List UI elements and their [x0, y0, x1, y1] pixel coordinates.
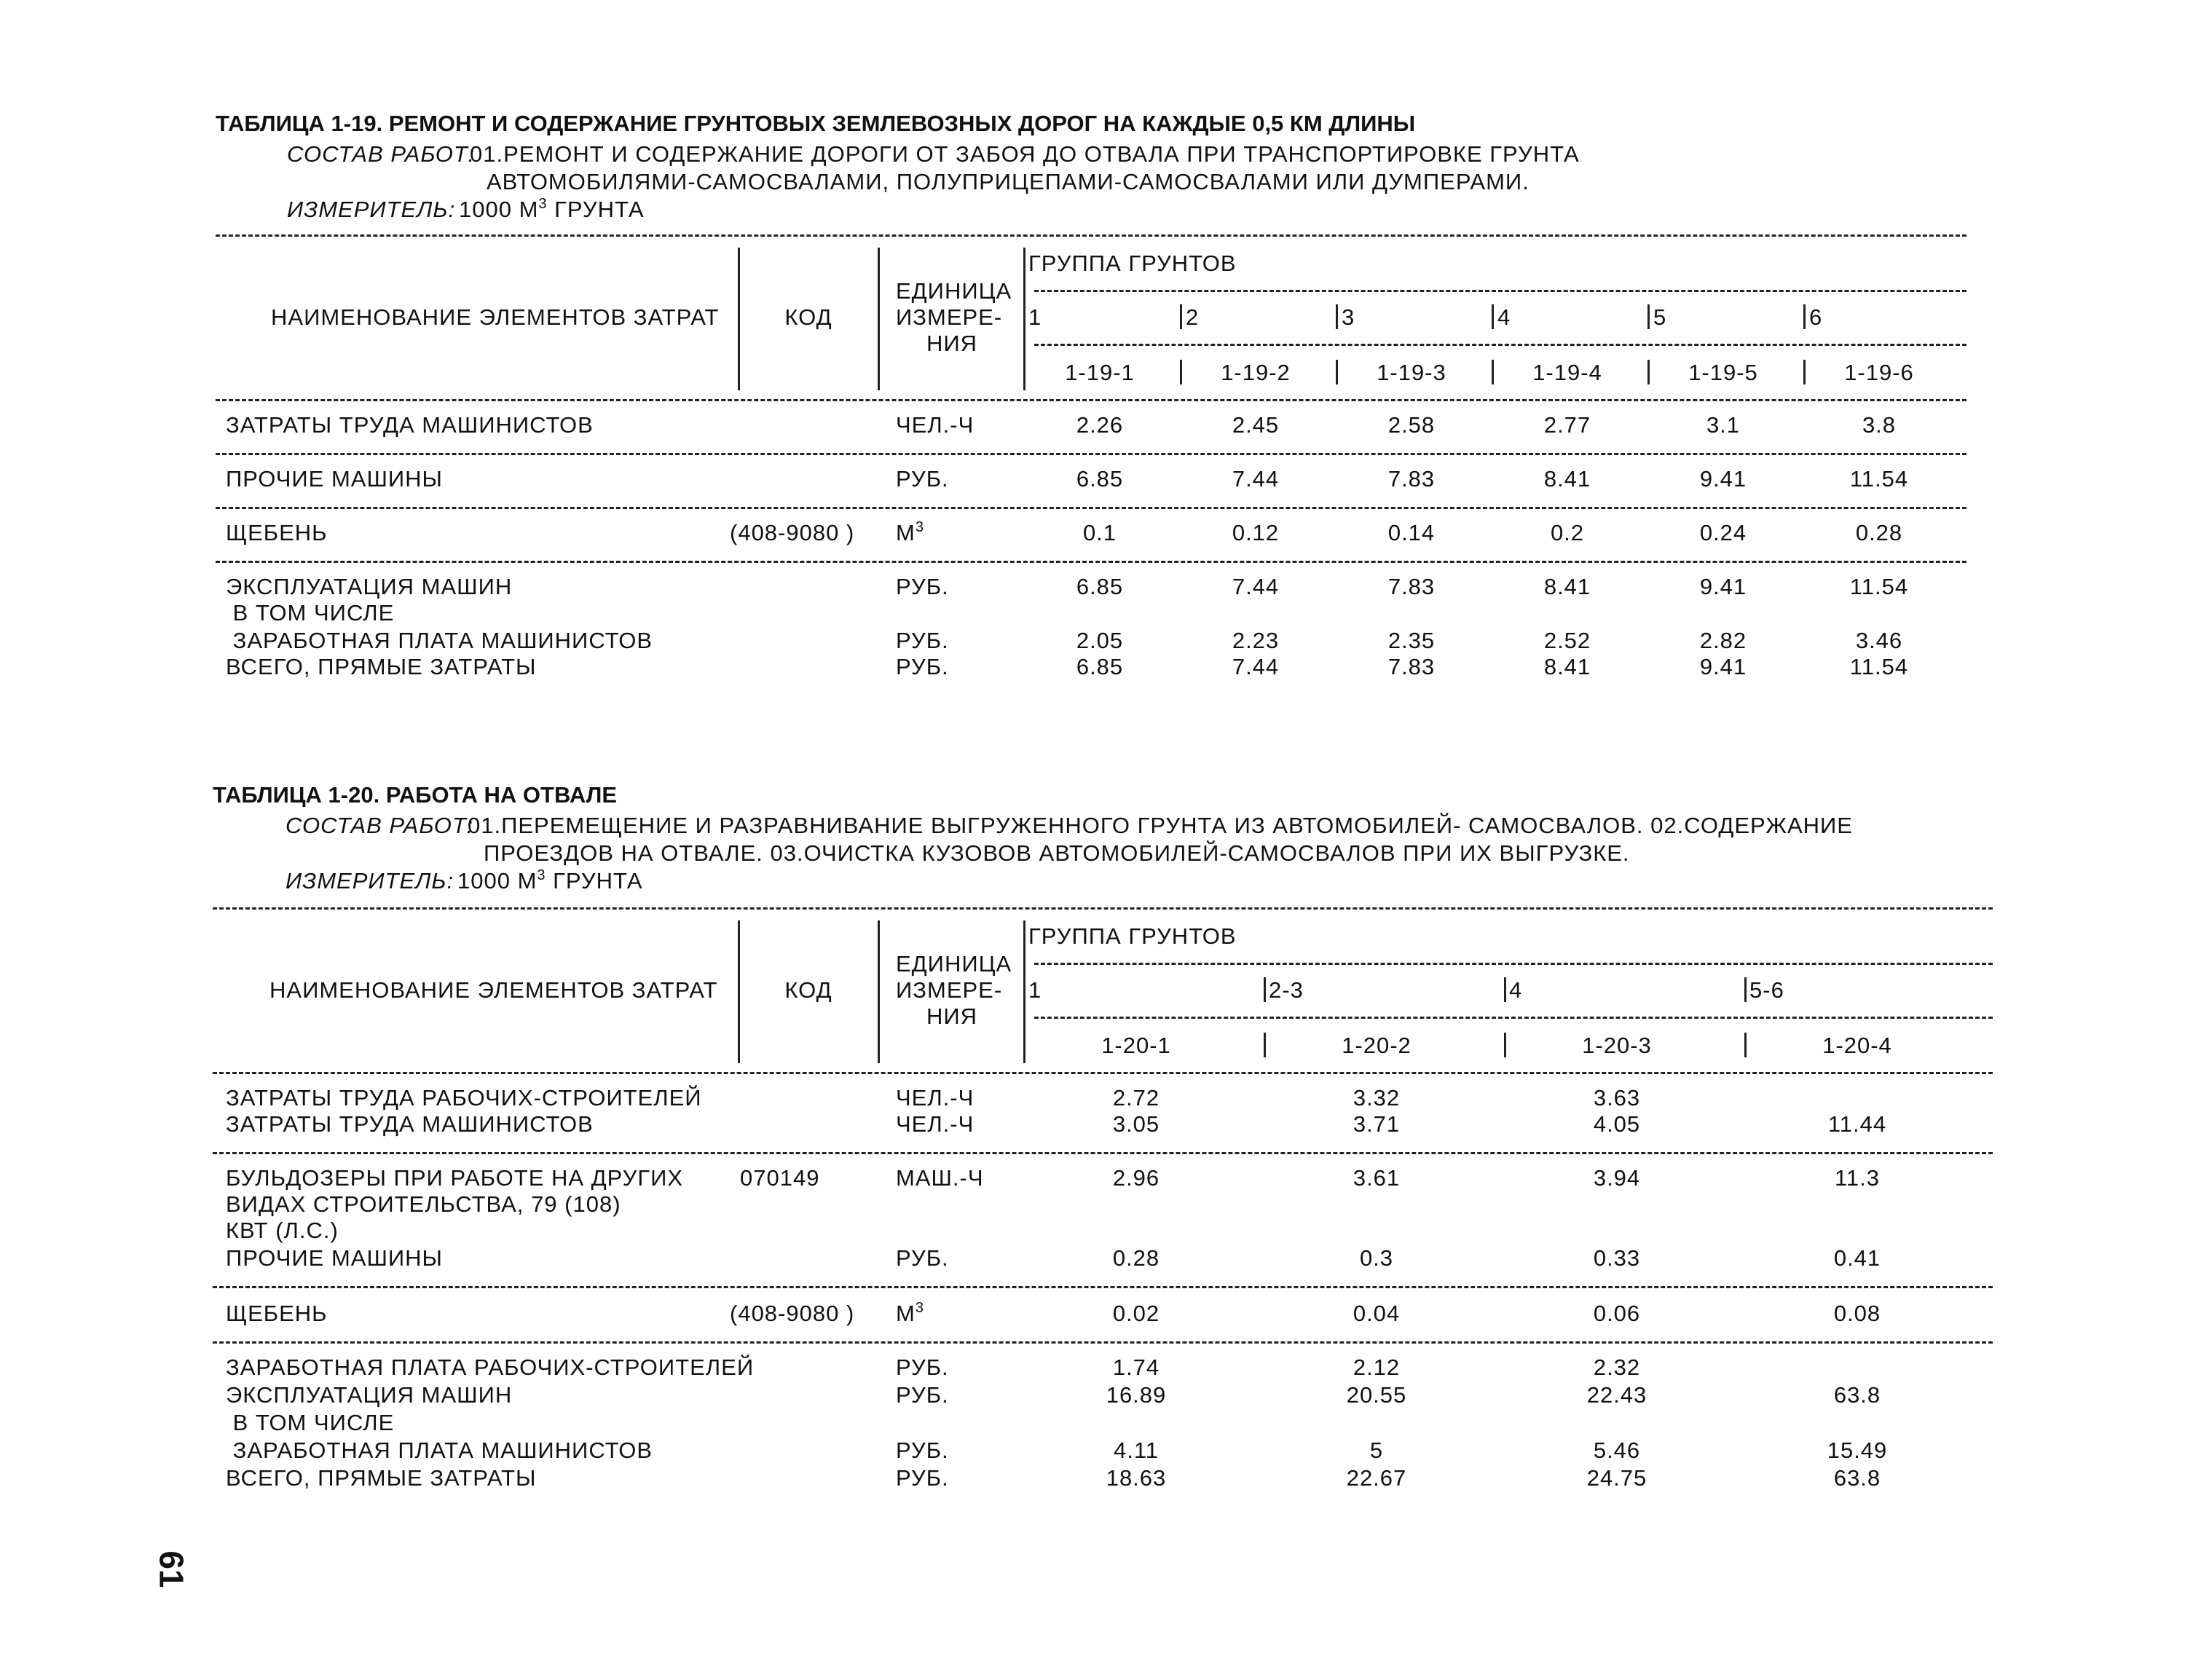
row-unit: МАШ.-Ч — [896, 1165, 984, 1191]
divider — [1034, 290, 1967, 292]
row-unit: $М^3$ — [896, 1300, 924, 1326]
group-label: 1 — [1028, 304, 1042, 330]
row-value: 1.74 — [1112, 1354, 1160, 1380]
row-value: 9.41 — [1699, 466, 1747, 492]
code-label: 1-19-6 — [1844, 360, 1914, 385]
row-value: 11.54 — [1849, 654, 1909, 679]
header-unit-2: ИЗМЕРЕ- — [896, 304, 1003, 330]
column-separator — [1744, 977, 1747, 1002]
row-unit: РУБ. — [896, 1382, 949, 1408]
row-value: 20.55 — [1346, 1382, 1407, 1408]
row-value: 2.82 — [1699, 628, 1747, 653]
row-value: 8.41 — [1543, 574, 1591, 599]
row-value: 2.96 — [1112, 1165, 1160, 1191]
divider — [216, 561, 1967, 563]
column-separator — [1492, 360, 1494, 384]
row-code: (408-9080 ) — [730, 1301, 855, 1326]
row-value: 2.52 — [1543, 628, 1591, 653]
row-value: 2.05 — [1076, 628, 1124, 653]
row-value: 0.02 — [1112, 1301, 1160, 1326]
column-separator — [878, 248, 880, 390]
group-label: 4 — [1497, 304, 1511, 330]
header-unit-3: НИЯ — [926, 1003, 978, 1029]
row-name: ЗАРАБОТНАЯ ПЛАТА РАБОЧИХ-СТРОИТЕЛЕЙ — [226, 1354, 755, 1380]
divider — [213, 1341, 1993, 1344]
row-value: 2.12 — [1353, 1354, 1401, 1380]
row-unit: ЧЕЛ.-Ч — [896, 1085, 975, 1111]
column-separator — [878, 920, 880, 1063]
row-value: 11.44 — [1827, 1111, 1887, 1137]
row-value: 3.1 — [1706, 412, 1741, 438]
row-value: 0.08 — [1833, 1301, 1881, 1326]
column-separator — [1336, 360, 1338, 384]
row-unit: ЧЕЛ.-Ч — [896, 412, 975, 438]
column-separator — [1504, 977, 1506, 1002]
table-1-20-work-line1: 01.ПЕРЕМЕЩЕНИЕ И РАЗРАВНИВАНИЕ ВЫГРУЖЕННОГО ГРУНТА ИЗ АВТОМОБИЛЕЙ- САМОСВАЛОВ. 02.СОДЕРЖАНИЕ — [468, 813, 1853, 838]
row-value: 7.44 — [1232, 654, 1280, 679]
divider — [1034, 1017, 1993, 1019]
code-label: 1-19-3 — [1377, 360, 1446, 385]
row-name: ВСЕГО, ПРЯМЫЕ ЗАТРАТЫ — [226, 1465, 537, 1491]
row-value: 3.94 — [1593, 1165, 1641, 1191]
table-1-19-work-line2: АВТОМОБИЛЯМИ-САМОСВАЛАМИ, ПОЛУПРИЦЕПАМИ-САМОСВАЛАМИ ИЛИ ДУМПЕРАМИ. — [487, 169, 1530, 194]
row-value: 0.3 — [1359, 1245, 1394, 1271]
code-label: 1-19-2 — [1221, 360, 1291, 385]
code-label: 1-19-4 — [1532, 360, 1602, 385]
row-name: ЗАТРАТЫ ТРУДА РАБОЧИХ-СТРОИТЕЛЕЙ — [226, 1085, 702, 1111]
row-value: 63.8 — [1833, 1382, 1881, 1408]
header-code: КОД — [784, 304, 832, 330]
row-value: 16.89 — [1106, 1382, 1167, 1408]
row-value: 2.26 — [1076, 412, 1124, 438]
row-value: 5 — [1369, 1438, 1384, 1463]
row-value: 24.75 — [1586, 1465, 1647, 1491]
row-value: 6.85 — [1076, 574, 1124, 599]
column-separator — [1180, 304, 1182, 329]
group-label: 4 — [1509, 977, 1523, 1003]
column-separator — [1803, 360, 1806, 384]
divider — [213, 907, 1993, 910]
group-label: 2-3 — [1269, 977, 1304, 1003]
row-value: 22.67 — [1346, 1465, 1407, 1491]
header-group: ГРУППА ГРУНТОВ — [1028, 251, 1237, 276]
row-name: ЗАРАБОТНАЯ ПЛАТА МАШИНИСТОВ — [226, 1438, 653, 1463]
divider — [1034, 963, 1993, 965]
table-1-19-work-line1: 01.РЕМОНТ И СОДЕРЖАНИЕ ДОРОГИ ОТ ЗАБОЯ ДО ОТВАЛА ПРИ ТРАНСПОРТИРОВКЕ ГРУНТА — [470, 141, 1580, 167]
row-value: 18.63 — [1106, 1465, 1167, 1491]
row-value: 2.23 — [1232, 628, 1280, 653]
row-name: КВТ (Л.С.) — [226, 1218, 339, 1243]
column-separator — [1744, 1033, 1747, 1057]
row-name: В ТОМ ЧИСЛЕ — [226, 600, 395, 626]
row-value: 3.05 — [1112, 1111, 1160, 1137]
divider — [216, 234, 1967, 237]
row-value: 8.41 — [1543, 466, 1591, 492]
row-value: 63.8 — [1833, 1465, 1881, 1491]
divider — [213, 1152, 1993, 1154]
row-unit: РУБ. — [896, 1245, 949, 1271]
row-value: 3.61 — [1353, 1165, 1401, 1191]
row-value: 7.83 — [1387, 654, 1436, 679]
column-separator — [738, 920, 740, 1063]
header-unit-3: НИЯ — [926, 331, 978, 356]
table-1-19-measure: 1000 $М^3$ ГРУНТА — [459, 196, 645, 222]
column-separator — [1264, 1033, 1266, 1057]
code-label: 1-19-5 — [1688, 360, 1758, 385]
table-1-20-work-label: СОСТАВ РАБОТ: — [286, 813, 474, 838]
row-name: ПРОЧИЕ МАШИНЫ — [226, 1245, 443, 1271]
divider — [216, 507, 1967, 509]
group-label: 6 — [1809, 304, 1823, 330]
table-1-19-work-label: СОСТАВ РАБОТ: — [287, 141, 476, 167]
column-separator — [1647, 304, 1650, 329]
row-value: 11.3 — [1834, 1165, 1881, 1191]
row-value: 11.54 — [1849, 574, 1909, 599]
group-label: 5-6 — [1749, 977, 1784, 1003]
row-value: 2.45 — [1232, 412, 1280, 438]
row-value: 8.41 — [1543, 654, 1591, 679]
table-1-20-title: ТАБЛИЦА 1-20. РАБОТА НА ОТВАЛЕ — [213, 782, 618, 808]
row-value: 0.06 — [1593, 1301, 1641, 1326]
row-value: 6.85 — [1076, 654, 1124, 679]
row-value: 3.8 — [1862, 412, 1897, 438]
row-value: 5.46 — [1593, 1438, 1641, 1463]
column-separator — [738, 248, 740, 390]
row-name: ЩЕБЕНЬ — [226, 1301, 328, 1326]
row-unit: РУБ. — [896, 466, 949, 492]
row-value: 0.41 — [1833, 1245, 1881, 1271]
row-name: ЗАТРАТЫ ТРУДА МАШИНИСТОВ — [226, 1111, 594, 1137]
row-name: ЩЕБЕНЬ — [226, 520, 328, 545]
row-value: 4.11 — [1113, 1438, 1160, 1463]
row-unit: РУБ. — [896, 1465, 949, 1491]
code-label: 1-20-1 — [1101, 1033, 1171, 1058]
row-value: 2.58 — [1387, 412, 1436, 438]
row-value: 9.41 — [1699, 654, 1747, 679]
table-1-20-measure-label: ИЗМЕРИТЕЛЬ: — [286, 868, 454, 894]
row-unit: РУБ. — [896, 1354, 949, 1380]
column-separator — [1023, 920, 1025, 1063]
row-value: 3.63 — [1593, 1085, 1641, 1111]
row-unit: РУБ. — [896, 1438, 949, 1463]
divider — [216, 453, 1967, 455]
divider — [1034, 344, 1967, 346]
header-unit-1: ЕДИНИЦА — [896, 951, 1012, 977]
row-value: 0.14 — [1387, 520, 1436, 545]
group-label: 3 — [1342, 304, 1355, 330]
row-value: 0.28 — [1112, 1245, 1160, 1271]
row-value: 3.71 — [1353, 1111, 1401, 1137]
row-code: (408-9080 ) — [730, 520, 855, 545]
row-value: 15.49 — [1827, 1438, 1888, 1463]
row-name: ВСЕГО, ПРЯМЫЕ ЗАТРАТЫ — [226, 654, 537, 679]
code-label: 1-20-3 — [1582, 1033, 1652, 1058]
column-separator — [1492, 304, 1494, 329]
row-value: 2.35 — [1387, 628, 1436, 653]
row-code: 070149 — [740, 1165, 820, 1191]
header-name: НАИМЕНОВАНИЕ ЭЛЕМЕНТОВ ЗАТРАТ — [269, 977, 718, 1003]
row-value: 22.43 — [1586, 1382, 1647, 1408]
row-value: 11.54 — [1849, 466, 1909, 492]
row-value: 0.28 — [1855, 520, 1903, 545]
row-value: 2.72 — [1112, 1085, 1160, 1111]
code-label: 1-20-2 — [1342, 1033, 1412, 1058]
code-label: 1-20-4 — [1822, 1033, 1892, 1058]
row-name: ЗАТРАТЫ ТРУДА МАШИНИСТОВ — [226, 412, 594, 438]
group-label: 1 — [1028, 977, 1042, 1003]
row-name: ЭКСПЛУАТАЦИЯ МАШИН — [226, 574, 513, 599]
column-separator — [1023, 248, 1025, 390]
row-value: 0.12 — [1232, 520, 1280, 545]
column-separator — [1803, 304, 1806, 329]
header-unit-1: ЕДИНИЦА — [896, 278, 1012, 304]
row-name: ВИДАХ СТРОИТЕЛЬСТВА, 79 (108) — [226, 1191, 621, 1217]
row-value: 7.44 — [1232, 574, 1280, 599]
column-separator — [1180, 360, 1182, 384]
table-1-19-title: ТАБЛИЦА 1-19. РЕМОНТ И СОДЕРЖАНИЕ ГРУНТОВЫХ ЗЕМЛЕВОЗНЫХ ДОРОГ НА КАЖДЫЕ 0,5 КМ ДЛИНЫ — [216, 111, 1416, 136]
row-name: В ТОМ ЧИСЛЕ — [226, 1410, 395, 1435]
row-name: БУЛЬДОЗЕРЫ ПРИ РАБОТЕ НА ДРУГИХ — [226, 1165, 684, 1191]
divider — [213, 1286, 1993, 1288]
row-unit: РУБ. — [896, 654, 949, 679]
row-value: 0.33 — [1593, 1245, 1641, 1271]
table-1-20-work-line2: ПРОЕЗДОВ НА ОТВАЛЕ. 03.ОЧИСТКА КУЗОВОВ АВТОМОБИЛЕЙ-САМОСВАЛОВ ПРИ ИХ ВЫГРУЗКЕ. — [484, 840, 1630, 866]
row-value: 7.83 — [1387, 574, 1436, 599]
group-label: 2 — [1186, 304, 1200, 330]
row-value: 2.77 — [1543, 412, 1591, 438]
row-value: 3.32 — [1353, 1085, 1401, 1111]
row-name: ПРОЧИЕ МАШИНЫ — [226, 466, 443, 492]
row-unit: ЧЕЛ.-Ч — [896, 1111, 975, 1137]
group-label: 5 — [1653, 304, 1667, 330]
divider — [213, 1072, 1993, 1074]
column-separator — [1504, 1033, 1506, 1057]
row-name: ЗАРАБОТНАЯ ПЛАТА МАШИНИСТОВ — [226, 628, 653, 653]
row-unit: РУБ. — [896, 574, 949, 599]
table-1-20-measure: 1000 $М^3$ ГРУНТА — [457, 867, 643, 894]
column-separator — [1647, 360, 1650, 384]
row-unit: $М^3$ — [896, 519, 924, 545]
header-unit-2: ИЗМЕРЕ- — [896, 977, 1003, 1003]
row-value: 4.05 — [1593, 1111, 1641, 1137]
row-value: 2.32 — [1593, 1354, 1641, 1380]
column-separator — [1336, 304, 1338, 329]
row-name: ЭКСПЛУАТАЦИЯ МАШИН — [226, 1382, 513, 1408]
row-value: 0.1 — [1082, 520, 1117, 545]
row-value: 7.44 — [1232, 466, 1280, 492]
row-value: 6.85 — [1076, 466, 1124, 492]
row-value: 0.24 — [1699, 520, 1747, 545]
header-code: КОД — [784, 977, 832, 1003]
divider — [216, 399, 1967, 401]
table-1-19-measure-label: ИЗМЕРИТЕЛЬ: — [287, 197, 456, 222]
column-separator — [1264, 977, 1266, 1002]
header-name: НАИМЕНОВАНИЕ ЭЛЕМЕНТОВ ЗАТРАТ — [271, 304, 720, 330]
header-group: ГРУППА ГРУНТОВ — [1028, 923, 1237, 949]
row-value: 7.83 — [1387, 466, 1436, 492]
row-value: 0.04 — [1353, 1301, 1401, 1326]
page-number: 61 — [152, 1550, 191, 1588]
code-label: 1-19-1 — [1065, 360, 1135, 385]
row-value: 9.41 — [1699, 574, 1747, 599]
row-unit: РУБ. — [896, 628, 949, 653]
row-value: 3.46 — [1855, 628, 1903, 653]
row-value: 0.2 — [1550, 520, 1585, 545]
